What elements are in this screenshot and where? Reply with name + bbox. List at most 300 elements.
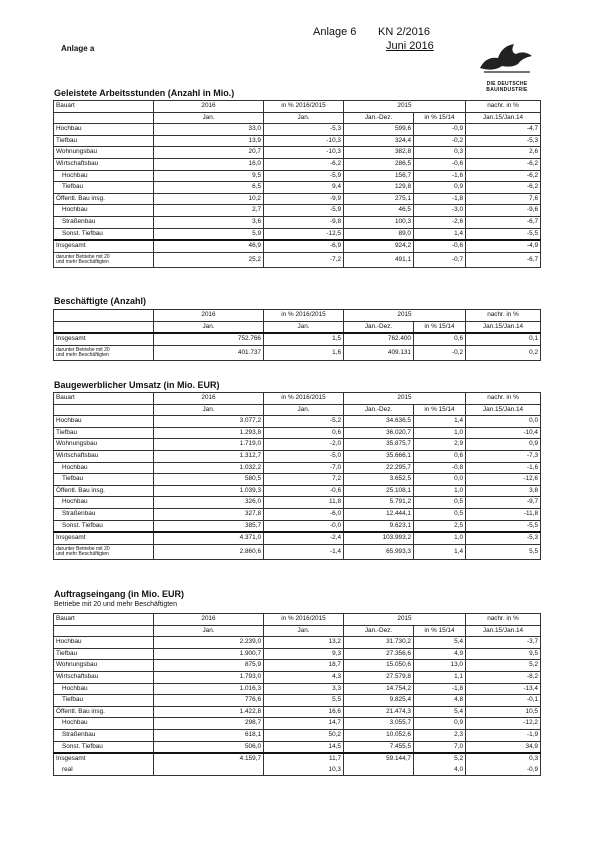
col-head: Bauart <box>54 393 154 405</box>
cell: 3.077,2 <box>154 416 264 428</box>
table-row <box>54 637 541 649</box>
col-subhead: Jan. <box>264 112 344 124</box>
cell: -9,9 <box>264 193 344 205</box>
cell: -6,7 <box>466 252 541 267</box>
cell: -6,2 <box>466 182 541 194</box>
col-subhead: Jan.-Dez. <box>344 112 414 124</box>
cell: 9,4 <box>264 182 344 194</box>
total-label: Insgesamt <box>54 240 154 252</box>
cell: 0,9 <box>466 439 541 451</box>
cell: 0,5 <box>414 508 466 520</box>
cell: 275,1 <box>344 193 414 205</box>
cell: -5,9 <box>264 205 344 217</box>
cell: 1.793,0 <box>154 671 264 683</box>
cell: -2,0 <box>264 439 344 451</box>
cell: 13,9 <box>154 135 264 147</box>
note-row <box>54 252 541 267</box>
table-row <box>54 683 541 695</box>
col-head: 2016 <box>154 393 264 405</box>
cell: 1.900,7 <box>154 648 264 660</box>
cell: 0,9 <box>414 182 466 194</box>
section-title-employees: Beschäftigte (Anzahl) <box>54 296 147 306</box>
eagle-icon <box>472 38 542 76</box>
cell: -7,3 <box>466 450 541 462</box>
row-label: Wirtschaftsbau <box>54 671 154 683</box>
table-row <box>54 741 541 753</box>
cell: 9,5 <box>466 648 541 660</box>
table-row <box>54 193 541 205</box>
cell: 5,5 <box>466 544 541 559</box>
note-row <box>54 544 541 559</box>
table-row <box>54 124 541 136</box>
note-line: und mehr Beschäftigten <box>56 550 109 557</box>
cell: 89,0 <box>344 228 414 240</box>
row-label: Hochbau <box>54 497 154 509</box>
cell: 10.052,6 <box>344 729 414 741</box>
cell: 599,6 <box>344 124 414 136</box>
cell: -5,3 <box>264 124 344 136</box>
cell: -0,9 <box>466 765 541 776</box>
cell: -4,9 <box>466 240 541 252</box>
col-subhead: Jan.15/Jan.14 <box>466 404 541 416</box>
table-row <box>54 660 541 672</box>
cell: 5,2 <box>466 660 541 672</box>
col-subhead: Jan. <box>154 112 264 124</box>
row-label: Hochbau <box>54 170 154 182</box>
cell: 7,0 <box>414 741 466 753</box>
note-line: und mehr Beschäftigten <box>56 258 109 265</box>
cell: 385,7 <box>154 520 264 532</box>
cell: 13,0 <box>414 660 466 672</box>
table-row <box>54 450 541 462</box>
cell: 4.159,7 <box>154 753 264 765</box>
table-orders <box>53 613 541 776</box>
cell: 9.825,4 <box>344 695 414 707</box>
table-row <box>54 462 541 474</box>
anlage-right-label: Anlage 6 <box>313 26 357 38</box>
cell: 25.108,1 <box>344 485 414 497</box>
kn-label: KN 2/2016 <box>378 26 430 38</box>
row-label: Straßenbau <box>54 729 154 741</box>
cell: 3,6 <box>154 216 264 228</box>
total-row <box>54 333 541 345</box>
note-line: darunter Betriebe mit 20 <box>56 346 110 353</box>
row-label: Wirtschaftsbau <box>54 158 154 170</box>
table-row <box>54 427 541 439</box>
cell: 1.039,3 <box>154 485 264 497</box>
cell: 752.766 <box>154 333 264 345</box>
cell: 1,0 <box>414 485 466 497</box>
cell: -9,7 <box>466 497 541 509</box>
section-title-orders: Auftragseingang (in Mio. EUR) <box>54 589 184 599</box>
cell: -0,0 <box>264 520 344 532</box>
table-subhead-row <box>54 112 541 124</box>
col-subhead: Jan. <box>264 404 344 416</box>
cell: 100,3 <box>344 216 414 228</box>
cell: 0,3 <box>466 753 541 765</box>
cell: 506,0 <box>154 741 264 753</box>
row-label: Straßenbau <box>54 508 154 520</box>
row-label: Wirtschaftsbau <box>54 450 154 462</box>
cell: 4,8 <box>414 695 466 707</box>
cell: 10,2 <box>154 193 264 205</box>
table-row <box>54 205 541 217</box>
table-row <box>54 416 541 428</box>
table-row <box>54 729 541 741</box>
cell: 1,4 <box>414 416 466 428</box>
cell: -13,4 <box>466 683 541 695</box>
row-label: Tiefbau <box>54 427 154 439</box>
note-label <box>54 345 154 360</box>
cell: 298,7 <box>154 718 264 730</box>
cell: 0,3 <box>414 147 466 159</box>
row-label: Hochbau <box>54 637 154 649</box>
cell: 401.737 <box>154 345 264 360</box>
cell: 9.623,1 <box>344 520 414 532</box>
section-title-turnover: Baugewerblicher Umsatz (in Mio. EUR) <box>54 380 220 390</box>
logo-line1: DIE DEUTSCHE <box>486 81 528 87</box>
row-label: Sonst. Tiefbau <box>54 741 154 753</box>
col-head: nachr. in % <box>466 393 541 405</box>
cell: 4,9 <box>414 648 466 660</box>
cell <box>154 765 264 776</box>
row-label: Wohnungsbau <box>54 660 154 672</box>
cell: 1.312,7 <box>154 450 264 462</box>
table-row <box>54 520 541 532</box>
table-turnover <box>53 392 541 560</box>
cell: 3,3 <box>264 683 344 695</box>
col-head: 2016 <box>154 614 264 626</box>
cell: -12,6 <box>466 474 541 486</box>
row-label: Straßenbau <box>54 216 154 228</box>
table-head-row <box>54 310 541 322</box>
cell: 2,7 <box>154 205 264 217</box>
cell: -10,3 <box>264 147 344 159</box>
cell: 35.875,7 <box>344 439 414 451</box>
cell: 326,0 <box>154 497 264 509</box>
cell: 0,6 <box>414 333 466 345</box>
col-subhead <box>54 321 154 333</box>
cell: 0,6 <box>264 427 344 439</box>
cell: 5,4 <box>414 706 466 718</box>
cell: 1,0 <box>414 427 466 439</box>
cell: 5,2 <box>414 753 466 765</box>
total-row <box>54 240 541 252</box>
col-subhead: Jan. <box>264 321 344 333</box>
table-hours <box>53 100 541 268</box>
col-head: 2016 <box>154 101 264 113</box>
cell: -5,3 <box>466 532 541 544</box>
cell: 10,5 <box>466 706 541 718</box>
col-subhead: in % 15/14 <box>414 625 466 637</box>
cell: 1,0 <box>414 532 466 544</box>
cell: 875,9 <box>154 660 264 672</box>
cell: 1,4 <box>414 544 466 559</box>
cell: 2.860,6 <box>154 544 264 559</box>
table-row <box>54 497 541 509</box>
table-head-row <box>54 101 541 113</box>
cell: -7,2 <box>264 252 344 267</box>
col-subhead: Jan.-Dez. <box>344 321 414 333</box>
row-label: Hochbau <box>54 718 154 730</box>
cell: 34,9 <box>466 741 541 753</box>
row-label: Hochbau <box>54 124 154 136</box>
cell: -1,6 <box>466 462 541 474</box>
logo-line2: BAUINDUSTRIE <box>486 87 528 93</box>
cell: 31.730,2 <box>344 637 414 649</box>
cell: 50,2 <box>264 729 344 741</box>
cell: 9,5 <box>154 170 264 182</box>
cell: -9,8 <box>264 216 344 228</box>
note-label <box>54 544 154 559</box>
cell: 2.239,0 <box>154 637 264 649</box>
cell: 618,1 <box>154 729 264 741</box>
cell: 1,6 <box>264 345 344 360</box>
cell: -11,8 <box>466 508 541 520</box>
cell: 14.754,2 <box>344 683 414 695</box>
cell: -0,2 <box>414 135 466 147</box>
cell: -0,6 <box>414 158 466 170</box>
cell: -6,2 <box>264 158 344 170</box>
col-head: 2015 <box>344 310 466 322</box>
table-employees <box>53 309 541 361</box>
cell: 65.993,3 <box>344 544 414 559</box>
table-subhead-row <box>54 321 541 333</box>
cell: -5,3 <box>466 135 541 147</box>
cell: 4.371,0 <box>154 532 264 544</box>
table-row <box>54 182 541 194</box>
cell: 18,7 <box>264 660 344 672</box>
cell: 5,4 <box>414 637 466 649</box>
row-label: Hochbau <box>54 683 154 695</box>
col-head: nachr. in % <box>466 101 541 113</box>
col-head: Bauart <box>54 614 154 626</box>
cell: -1,6 <box>414 170 466 182</box>
col-subhead: in % 15/14 <box>414 321 466 333</box>
cell: -4,7 <box>466 124 541 136</box>
cell: 20,7 <box>154 147 264 159</box>
section-title-hours: Geleistete Arbeitsstunden (Anzahl in Mio.) <box>54 88 235 98</box>
real-row <box>54 765 541 776</box>
cell: 2,9 <box>414 439 466 451</box>
cell: 382,8 <box>344 147 414 159</box>
total-label: Insgesamt <box>54 333 154 345</box>
cell: 924,2 <box>344 240 414 252</box>
cell: 762.400 <box>344 333 414 345</box>
cell: -3,0 <box>414 205 466 217</box>
cell: 0,1 <box>466 333 541 345</box>
cell: -5,9 <box>264 170 344 182</box>
total-row <box>54 753 541 765</box>
row-label: Öffentl. Bau insg. <box>54 485 154 497</box>
cell: -12,5 <box>264 228 344 240</box>
col-head: 2015 <box>344 393 466 405</box>
cell: 491,1 <box>344 252 414 267</box>
cell: -1,4 <box>264 544 344 559</box>
cell: 409.131 <box>344 345 414 360</box>
table-row <box>54 228 541 240</box>
cell: -0,9 <box>414 124 466 136</box>
table-row <box>54 216 541 228</box>
cell: 7,2 <box>264 474 344 486</box>
cell: -5,2 <box>264 416 344 428</box>
section-subtitle-orders: Betriebe mit 20 und mehr Beschäftigten <box>54 601 177 608</box>
table-row <box>54 695 541 707</box>
cell: -6,2 <box>466 170 541 182</box>
table-row <box>54 485 541 497</box>
bauindustrie-logo <box>472 38 542 93</box>
row-label: Wohnungsbau <box>54 147 154 159</box>
cell: 327,8 <box>154 508 264 520</box>
cell: 1.422,8 <box>154 706 264 718</box>
cell: 0,5 <box>414 497 466 509</box>
cell: 33,0 <box>154 124 264 136</box>
table-row <box>54 474 541 486</box>
col-subhead: Jan.15/Jan.14 <box>466 625 541 637</box>
cell: -9,6 <box>466 205 541 217</box>
row-label: Tiefbau <box>54 648 154 660</box>
col-subhead <box>54 112 154 124</box>
cell: 22.295,7 <box>344 462 414 474</box>
cell: -6,7 <box>466 216 541 228</box>
cell <box>344 765 414 776</box>
cell: 16,6 <box>264 706 344 718</box>
col-head <box>54 310 154 322</box>
cell: -7,0 <box>264 462 344 474</box>
table-head-row <box>54 393 541 405</box>
col-subhead: Jan. <box>154 321 264 333</box>
note-line: darunter Betriebe mit 20 <box>56 545 110 552</box>
cell: 12.444,1 <box>344 508 414 520</box>
row-label: Öffentl. Bau insg. <box>54 706 154 718</box>
table-subhead-row <box>54 404 541 416</box>
cell: -5,5 <box>466 228 541 240</box>
col-subhead: Jan.15/Jan.14 <box>466 321 541 333</box>
cell: -10,3 <box>264 135 344 147</box>
cell: -2,6 <box>414 216 466 228</box>
col-subhead: Jan.-Dez. <box>344 404 414 416</box>
cell: -6,0 <box>264 508 344 520</box>
cell: 5.791,2 <box>344 497 414 509</box>
total-row <box>54 532 541 544</box>
table-row <box>54 158 541 170</box>
table-body <box>54 416 541 532</box>
col-head: Bauart <box>54 101 154 113</box>
cell: 1.016,3 <box>154 683 264 695</box>
cell: 14,5 <box>264 741 344 753</box>
cell: -5,5 <box>466 520 541 532</box>
cell: 7.455,5 <box>344 741 414 753</box>
cell: 129,8 <box>344 182 414 194</box>
cell: 16,0 <box>154 158 264 170</box>
cell: 580,5 <box>154 474 264 486</box>
cell: 27.356,6 <box>344 648 414 660</box>
cell: 776,6 <box>154 695 264 707</box>
cell: -0,7 <box>414 252 466 267</box>
cell: -10,4 <box>466 427 541 439</box>
cell: 3.652,5 <box>344 474 414 486</box>
table-body <box>54 637 541 753</box>
table-body <box>54 124 541 240</box>
row-label: Hochbau <box>54 416 154 428</box>
cell: 1,4 <box>414 228 466 240</box>
cell: 2,3 <box>414 729 466 741</box>
col-head: nachr. in % <box>466 310 541 322</box>
table-row <box>54 147 541 159</box>
cell: 1.719,0 <box>154 439 264 451</box>
note-line: darunter Betriebe mit 20 <box>56 253 110 260</box>
col-head: in % 2016/2015 <box>264 614 344 626</box>
col-subhead: in % 15/14 <box>414 112 466 124</box>
table-head-row <box>54 614 541 626</box>
row-label: Tiefbau <box>54 135 154 147</box>
cell: 5,9 <box>154 228 264 240</box>
cell: 11,8 <box>264 497 344 509</box>
table-subhead-row <box>54 625 541 637</box>
col-subhead <box>54 625 154 637</box>
table-row <box>54 706 541 718</box>
cell: 13,2 <box>264 637 344 649</box>
cell: 27.579,8 <box>344 671 414 683</box>
cell: 10,3 <box>264 765 344 776</box>
cell: -1,8 <box>414 683 466 695</box>
row-label: Tiefbau <box>54 474 154 486</box>
row-label: Sonst. Tiefbau <box>54 520 154 532</box>
row-label: Tiefbau <box>54 182 154 194</box>
note-label <box>54 252 154 267</box>
total-label: Insgesamt <box>54 532 154 544</box>
month-label: Juni 2016 <box>386 40 434 52</box>
cell: -0,2 <box>414 345 466 360</box>
cell: -0,8 <box>414 462 466 474</box>
cell: -1,8 <box>414 193 466 205</box>
table-row <box>54 718 541 730</box>
col-subhead: Jan. <box>264 625 344 637</box>
col-head: 2015 <box>344 101 466 113</box>
cell: 2,6 <box>466 147 541 159</box>
table-row <box>54 170 541 182</box>
cell: 4,0 <box>414 765 466 776</box>
cell: 36.020,7 <box>344 427 414 439</box>
table-row <box>54 648 541 660</box>
cell: 0,0 <box>414 474 466 486</box>
col-head: in % 2016/2015 <box>264 101 344 113</box>
cell: 25,2 <box>154 252 264 267</box>
table-row <box>54 508 541 520</box>
cell: -6,2 <box>466 158 541 170</box>
cell: 6,5 <box>154 182 264 194</box>
cell: -1,9 <box>466 729 541 741</box>
cell: 156,7 <box>344 170 414 182</box>
cell: 46,5 <box>344 205 414 217</box>
cell: 34.636,5 <box>344 416 414 428</box>
row-label: Sonst. Tiefbau <box>54 228 154 240</box>
row-label: Hochbau <box>54 205 154 217</box>
cell: 46,9 <box>154 240 264 252</box>
col-subhead <box>54 404 154 416</box>
cell: 0,0 <box>466 416 541 428</box>
row-label: Öffentl. Bau insg. <box>54 193 154 205</box>
col-head: in % 2016/2015 <box>264 310 344 322</box>
cell: 1,5 <box>264 333 344 345</box>
col-head: nachr. in % <box>466 614 541 626</box>
col-head: 2016 <box>154 310 264 322</box>
col-subhead: Jan. <box>154 625 264 637</box>
cell: -2,4 <box>264 532 344 544</box>
cell: 103.993,2 <box>344 532 414 544</box>
cell: 324,4 <box>344 135 414 147</box>
cell: -3,7 <box>466 637 541 649</box>
